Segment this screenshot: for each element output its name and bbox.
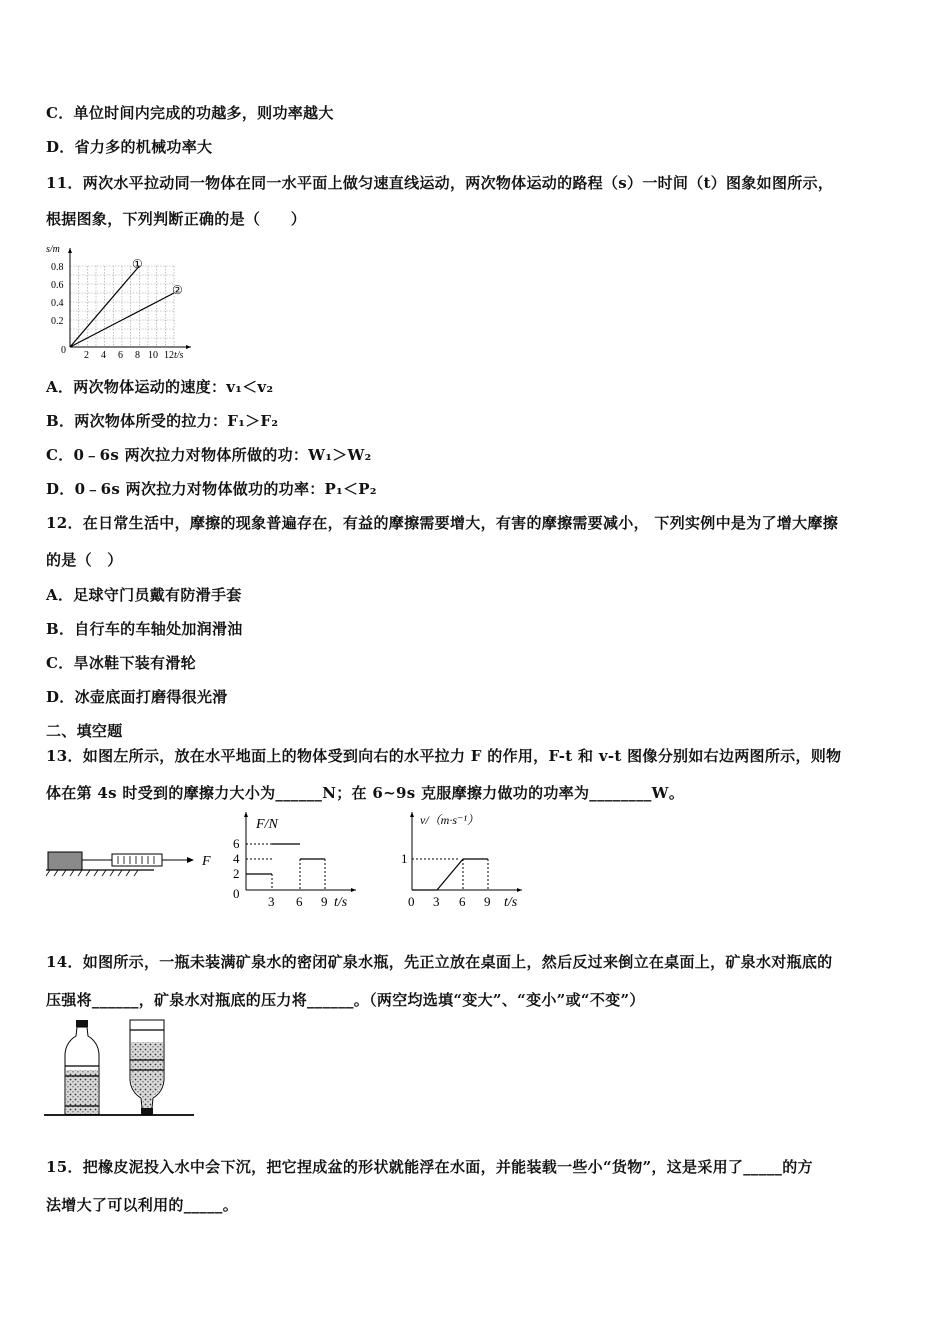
q12-option-b: B．自行车的车轴处加润滑油 — [46, 620, 243, 638]
spring-scale — [112, 854, 162, 866]
q12-option-d: D．冰壶底面打磨得很光滑 — [46, 688, 228, 706]
ft-xtick: 9 — [321, 894, 328, 909]
vt-ylabel: v/（m·s⁻¹） — [420, 813, 479, 827]
q12-stem-line1: 12．在日常生活中，摩擦的现象普遍存在，有益的摩擦需要增大，有害的摩擦需要减小， 下列实例中是为了增大摩擦 — [46, 514, 839, 532]
q11-ytick: 0.8 — [51, 262, 64, 273]
q11-xtick: 12 — [164, 350, 174, 361]
q11-st-graph — [44, 240, 204, 362]
q13-block-figure — [44, 840, 224, 885]
ft-ytick: 2 — [233, 866, 240, 881]
vt-ytick: 1 — [401, 851, 408, 866]
q15-stem-line2: 法增大了可以利用的_____。 — [46, 1196, 239, 1214]
vt-xtick: 6 — [459, 894, 466, 909]
q13-stem-line2: 体在第 4s 时受到的摩擦力大小为______N；在 6~9s 克服摩擦力做功的功率为________W。 — [46, 784, 685, 802]
q12-option-a: A．足球守门员戴有防滑手套 — [46, 586, 242, 604]
q11-ytick: 0.2 — [51, 316, 64, 327]
q11-line1-label: ① — [132, 257, 143, 271]
ft-ytick: 0 — [233, 886, 240, 901]
q11-option-d: D．0﹣6s 两次拉力对物体做功的功率：P₁＜P₂ — [46, 480, 377, 498]
q13-stem-line1: 13．如图左所示，放在水平地面上的物体受到向右的水平拉力 F 的作用，F-t 和 v-t 图像分别如右边两图所示，则物 — [46, 747, 842, 765]
vt-xlabel: t/s — [504, 895, 518, 910]
q11-ylabel: s/m — [46, 244, 60, 255]
ft-ytick: 4 — [233, 851, 240, 866]
q13-vt-graph — [398, 808, 528, 912]
ft-ytick: 6 — [233, 836, 240, 851]
q11-line2-label: ② — [172, 283, 183, 297]
ft-ylabel: F/N — [256, 817, 278, 832]
q11-xtick: 4 — [101, 350, 106, 361]
q14-stem-line1: 14．如图所示，一瓶未装满矿泉水的密闭矿泉水瓶，先正立放在桌面上，然后反过来倒立在桌面上，矿泉水对瓶底的 — [46, 953, 833, 971]
q14-stem-line2: 压强将______，矿泉水对瓶底的压力将______。（两空均选填“变大”、“变小”或“不变”） — [46, 991, 645, 1009]
force-label: F — [202, 854, 211, 869]
section-title: 二、填空题 — [46, 722, 123, 740]
q11-xtick: 2 — [84, 350, 89, 361]
ft-xtick: 6 — [296, 894, 303, 909]
q11-xtick: 6 — [118, 350, 123, 361]
inverted-bottle — [130, 1020, 164, 1115]
q11-xtick: 8 — [135, 350, 140, 361]
q10-option-c: C．单位时间内完成的功越多，则功率越大 — [46, 104, 334, 122]
q11-option-a: A．两次物体运动的速度：v₁＜v₂ — [46, 378, 274, 396]
block — [48, 852, 82, 870]
q11-ytick: 0.6 — [51, 280, 64, 291]
q11-option-b: B．两次物体所受的拉力：F₁＞F₂ — [46, 412, 279, 430]
q14-bottles-figure — [44, 1018, 194, 1128]
upright-bottle — [65, 1020, 99, 1114]
q12-option-c: C．旱冰鞋下装有滑轮 — [46, 654, 196, 672]
q11-option-c: C．0﹣6s 两次拉力对物体所做的功：W₁＞W₂ — [46, 446, 372, 464]
q12-stem-line2: 的是（ ） — [46, 551, 123, 569]
vt-xtick: 0 — [408, 894, 415, 909]
q15-stem-line1: 15．把橡皮泥投入水中会下沉，把它捏成盆的形状就能浮在水面，并能装载一些小“货物”，这是采用了_____的方 — [46, 1158, 813, 1176]
q13-ft-graph — [230, 808, 360, 912]
q11-stem-line1: 11．两次水平拉动同一物体在同一水平面上做匀速直线运动，两次物体运动的路程（s）一时间（t）图象如图所示， — [46, 174, 834, 192]
vt-xtick: 9 — [484, 894, 491, 909]
ft-xtick: 3 — [268, 894, 275, 909]
q11-stem-line2: 根据图象，下列判断正确的是（ ） — [46, 210, 307, 228]
q11-xlabel: t/s — [174, 350, 184, 361]
force-arrow — [187, 857, 194, 863]
q11-xtick: 10 — [148, 350, 158, 361]
q11-origin: 0 — [61, 345, 66, 356]
q11-ytick: 0.4 — [51, 298, 64, 309]
vt-xtick: 3 — [433, 894, 440, 909]
q10-option-d: D．省力多的机械功率大 — [46, 138, 213, 156]
ft-xlabel: t/s — [334, 895, 348, 910]
